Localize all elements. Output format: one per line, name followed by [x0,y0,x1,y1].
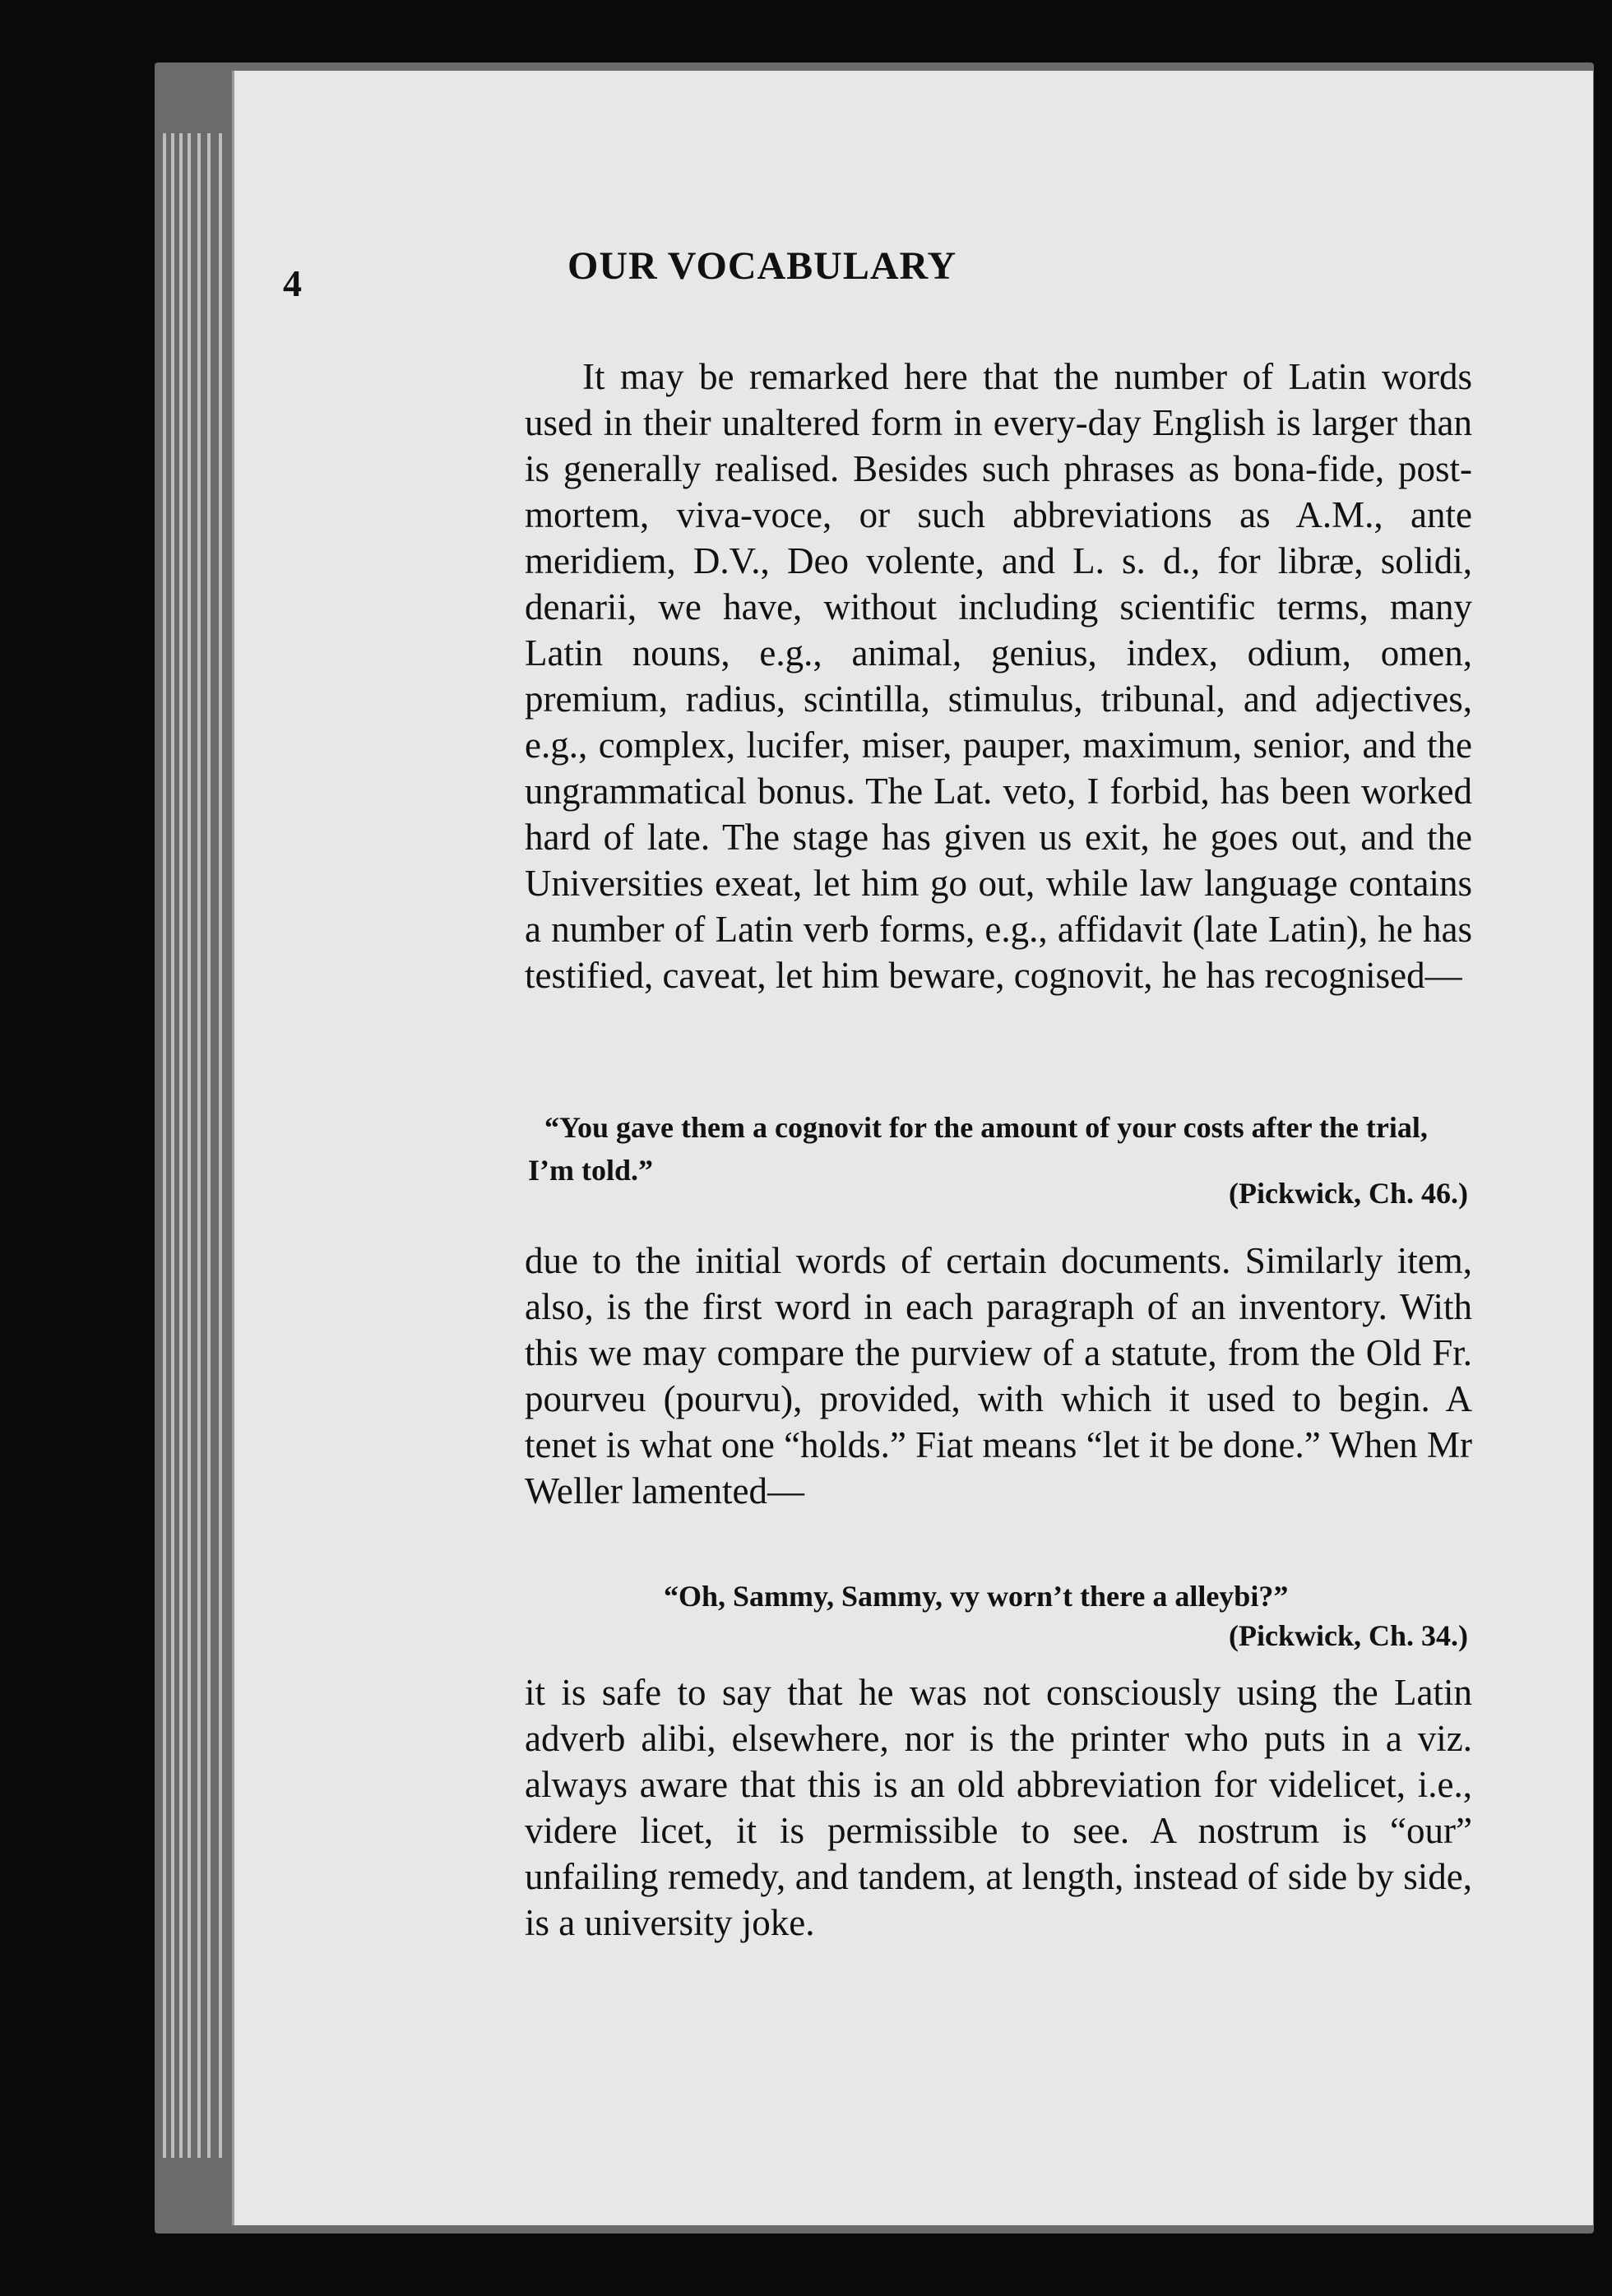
paragraph-text: due to the initial words of certain documents. Similarly item, also, is the first word in each paragraph of an inventory. With this we may compare the purview of a statute, from the Old Fr. pourveu (pourvu), provided, with which it used to begin. A tenet is what one “holds.” Fiat means “let it be done.” When Mr Weller lamented— [525,1240,1472,1511]
page-number: 4 [283,262,302,304]
page-edge [171,133,174,2158]
quote-alleybi [528,1575,1466,1618]
citation-pickwick-34: (Pickwick, Ch. 34.) [1229,1619,1468,1652]
page-edge [188,133,191,2158]
quote-text: “Oh, Sammy, Sammy, vy worn’t there a alleybi?” [664,1580,1289,1613]
page-edge [197,133,201,2158]
page-edge [219,133,222,2158]
paragraph-latin-words [525,354,1472,998]
quote-text: “You gave them a cognovit for the amount of your costs after the trial, I’m told.” [528,1111,1428,1187]
page-edge [163,133,166,2158]
running-head [283,204,1352,303]
paragraph-text: It may be remarked here that the number of Latin words used in their unaltered form in every-day English is larger than is generally realised. Besides such phrases as bona-fide, post-mortem, viva-voce, or such abbreviations as A.M., ante meridiem, D.V., Deo volente, and L. s. d., for libræ, solidi, denarii, we have, without including scientific terms, many Latin nouns, e.g., animal, genius, index, odium, omen, premium, radius, scintilla, stimulus, tribunal, and adjectives, e.g., complex, lucifer, miser, pauper, maximum, senior, and the ungrammatical bonus. The Lat. veto, I forbid, has been worked hard of late. The stage has given us exit, he goes out, and the Universities exeat, let him go out, while law language contains a number of Latin verb forms, e.g., affidavit (late Latin), he has testified, caveat, let him beware, cognovit, he has recognised— [525,356,1472,996]
page-edge [179,133,183,2158]
page-edge [207,133,211,2158]
citation-pickwick-46: (Pickwick, Ch. 46.) [1229,1177,1468,1210]
chapter-title: OUR VOCABULARY [567,244,957,288]
paragraph-text: it is safe to say that he was not consciously using the Latin adverb alibi, elsewhere, nor is the printer who puts in a viz. always aware that this is an old abbreviation for videlicet, i.e., videre licet, it is permissible to see. A nostrum is “our” unfailing remedy, and tandem, at length, instead of side by side, is a university joke. [525,1672,1472,1943]
paragraph-alibi [525,1669,1472,1946]
paragraph-documents [525,1238,1472,1514]
